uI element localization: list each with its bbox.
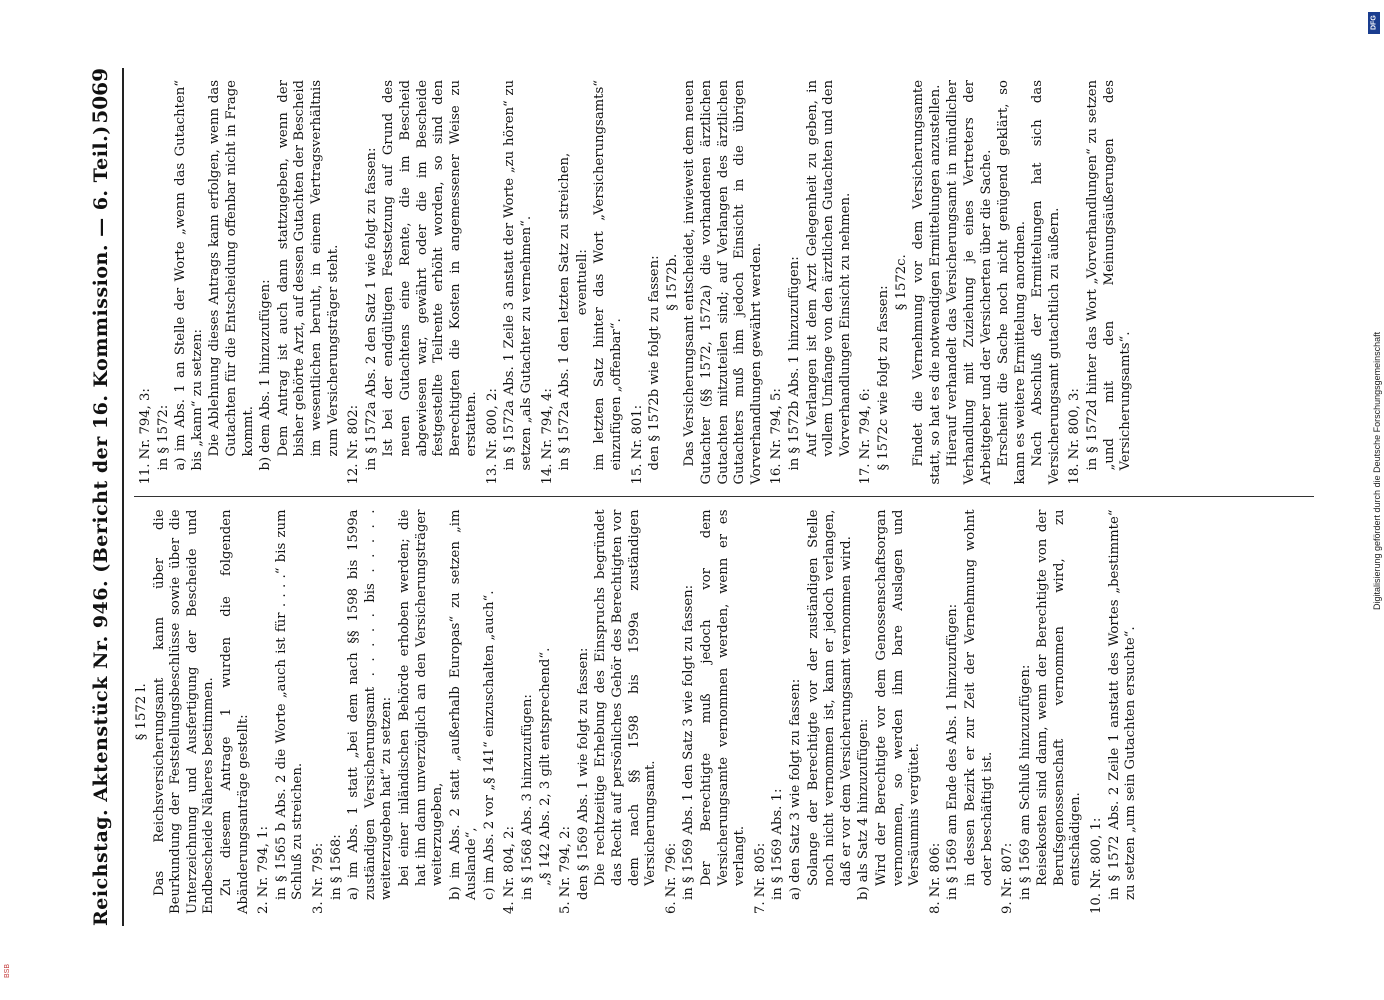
paragraph: Nach Abschluß der Ermittelungen hat sich das Versicherungsamt gutachtlich zu äußern. [1030,80,1062,485]
paragraph-heading: § 1572c. [893,254,909,311]
paragraph: eventuell: [574,249,590,316]
page-number: 5069 [88,68,112,124]
paragraph: in § 1568 Abs. 3 hinzuzufügen: [520,694,536,900]
item-heading: 5. Nr. 794, 2: [558,826,574,914]
item-heading: 18. Nr. 800, 3: [1067,388,1083,485]
item-heading: 10. Nr. 800, 1: [1089,817,1105,914]
item-heading: 4. Nr. 804, 2: [502,826,518,914]
paragraph: in § 1572b Abs. 1 hinzuzufügen: [786,256,802,471]
library-mark: BSB [4,963,11,978]
credit-text: Digitalisierung gefördert durch die Deutsche Forschungsgemeinschaft [1372,331,1382,610]
paragraph: Das Reichsversicherungsamt kann über die Beurkundung der Feststellungsbeschlüsse sowie über die Unterzeichnung und Ausfertigung der Bescheide und Endbescheide Näheres bestimmen. [151,509,217,914]
paragraph-heading: § 1572 l. [134,683,149,741]
paragraph: Ist bei der endgültigen Festsetzung auf Grund des neuen Gutachtens eine Rente, die im Bescheid abgewiesen war, gewährt oder die im Bescheide festgestellte Teilrente erhöht worden, so sind den Berechtigten die Kosten in angemessener Weise zu erstatten. [381,80,480,457]
paragraph: in dessen Bezirk er zur Zeit der Vernehmung wohnt oder beschäftigt ist. [962,509,995,886]
paragraph: Die Ablehnung dieses Antrags kann erfolgen, wenn das Gutachten für die Entscheidung offenbar nicht in Frage kommt. [207,80,256,457]
item-heading: 6. Nr. 796: [663,842,679,914]
paragraph: in § 1568: [328,834,344,900]
paragraph: bei einer inländischen Behörde erhoben werden; die hat ihn dann unverzüglich an den Versicherungsträger weiterzugeben, [396,509,446,886]
paragraph: Reisekosten sind dann, wenn der Berechtigte von der Berufsgenossenschaft vernommen wird, zu entschädigen. [1035,509,1084,886]
paragraph: den § 1572b wie folgt zu fassen: [647,255,663,471]
item-heading: 13. Nr. 800, 2: [484,388,500,485]
right-column [134,68,1314,497]
paragraph: in § 1572: [155,404,171,471]
paragraph: in § 1565 b Abs. 2 die Worte „auch ist für . . . .“ bis zum Schluß zu streichen. [273,509,306,900]
left-column [134,497,1314,927]
item-heading: 9. Nr. 807: [1000,842,1016,914]
paragraph: Wird der Berechtigte vor dem Genossenschaftsorgan vernommen, so werden ihm bare Auslagen und Versäumnis vergütet. [873,509,923,886]
paragraph: b) dem Abs. 1 hinzuzufügen: [258,279,274,471]
paragraph: Der Berechtigte muß jedoch vor dem Versicherungsamte vernommen werden, wenn er es verlangt. [699,509,748,886]
paragraph: Dem Antrag ist auch dann stattzugeben, wenn der bisher gehörte Arzt, auf dessen Gutachten der Bescheid im wesentlichen beruht, in einem Vertragsverhältnis zum Versicherungsträger steht. [275,80,341,457]
paragraph: in § 1572a Abs. 1 Zeile 3 anstatt der Worte „zu hören“ zu setzen „als Gutachter zu vernehmen“. [502,80,535,471]
paragraph: Hierauf verhandelt das Versicherungsamt in mündlicher Verhandlung mit Zuziehung je eines Vertreters der Arbeitgeber und der Versicherten über die Sache. [945,80,994,485]
paragraph: a) im Abs. 1 statt „bei dem nach §§ 1598 bis 1599a zuständigen Versicherungsamt . . . . . bis . . . . . weiterzugeben hat“ zu setzen: [346,509,395,900]
paragraph: „§ 142 Abs. 2, 3 gilt entsprechend“. [537,647,553,886]
paragraph: Findet die Vernehmung vor dem Versicherungsamte statt, so hat es die notwendigen Ermittelungen anzustellen. [911,80,943,485]
rotated-page [88,62,1328,932]
paragraph: Die rechtzeitige Erhebung des Einspruchs begründet das Recht auf persönliches Gehör des Berechtigten vor dem nach §§ 1598 bis 1599a zuständigen Versicherungsamt. [593,509,659,886]
item-heading: 8. Nr. 806: [927,842,943,914]
paragraph: in § 1569 Abs. 1 den Satz 3 wie folgt zu fassen: [681,584,697,900]
text-columns [134,68,1314,926]
paragraph: den § 1569 Abs. 1 wie folgt zu fassen: [575,647,591,900]
item-heading: 15. Nr. 801: [629,404,645,485]
item-heading: 11. Nr. 794, 3: [138,388,153,485]
paragraph: im letzten Satz hinter das Wort „Versicherungsamts“ einzufügen „offenbar“. [592,80,625,471]
paragraph: in § 1572 Abs. 2 Zeile 1 anstatt des Wortes „bestimmte“ zu setzen „um sein Gutachten ersuchte“. [1106,509,1139,900]
item-heading: 12. Nr. 802: [346,404,362,485]
item-heading: 7. Nr. 805: [752,842,768,914]
paragraph: Erscheint die Sache noch nicht genügend geklärt, so kann es weitere Ermittelung anordnen. [996,80,1028,485]
paragraph: in § 1569 am Schluß hinzuzufügen: [1017,664,1033,900]
item-heading: 17. Nr. 794, 6: [858,388,874,485]
paragraph: Das Versicherungsamt entscheidet, inwieweit dem neuen Gutachter (§§ 1572, 1572a) die vorhandenen ärztlichen Gutachten mitzuteilen sind; auf Verlangen des ärztlichen Gutachters muß ihm jedoch Einsicht in die übrigen Vorverhandlungen gewährt werden. [682,80,764,485]
paragraph: in § 1572a Abs. 2 den Satz 1 wie folgt zu fassen: [363,147,379,471]
dfg-logo: DFG [1368,12,1380,34]
item-heading: 14. Nr. 794, 4: [539,388,555,485]
item-heading: 16. Nr. 794, 5: [769,388,785,485]
side-credit [1372,0,1384,1000]
item-heading: 2. Nr. 794, 1: [256,826,272,914]
paragraph: Auf Verlangen ist dem Arzt Gelegenheit zu geben, in vollem Umfange von den ärztlichen Gutachten und den Vorverhandlungen Einsicht zu nehmen. [804,80,853,457]
paragraph: a) den Satz 3 wie folgt zu fassen: [787,678,803,900]
header-title: Reichstag. Aktenstück Nr. 946. (Bericht der 16. Kommission. — 6. Teil.) [90,125,112,926]
paragraph: in § 1569 am Ende des Abs. 1 hinzuzufügen: [945,603,961,900]
item-heading: 3. Nr. 795: [310,842,326,914]
paragraph: Zu diesem Antrage 1 wurden die folgenden Abänderungsanträge gestellt: [218,509,251,914]
paragraph: a) im Abs. 1 an Stelle der Worte „wenn das Gutachten“ bis „kann“ zu setzen: [173,80,205,471]
paragraph: b) als Satz 4 hinzuzufügen: [856,718,872,900]
paragraph: in § 1572d hinter das Wort „Vorverhandlungen“ zu setzen „und mit den Meinungsäußerungen des Versicherungsamts“. [1085,80,1134,471]
paragraph: in § 1569 Abs. 1: [770,788,786,900]
paragraph: Solange der Berechtigte vor der zuständigen Stelle noch nicht vernommen ist, kann er jedoch verlangen, daß er vor dem Versicherungsamt vernommen wird. [805,509,854,886]
paragraph: c) im Abs. 2 vor „§ 141“ einzuschalten „auch“. [481,590,497,900]
paragraph: b) im Abs. 2 statt „außerhalb Europas“ zu setzen „im Auslande“, [447,509,480,900]
paragraph: § 1572c wie folgt zu fassen: [875,285,891,471]
running-head [88,68,124,926]
paragraph: in § 1572a Abs. 1 den letzten Satz zu streichen, [557,152,573,471]
paragraph-heading: § 1572b. [664,253,680,311]
